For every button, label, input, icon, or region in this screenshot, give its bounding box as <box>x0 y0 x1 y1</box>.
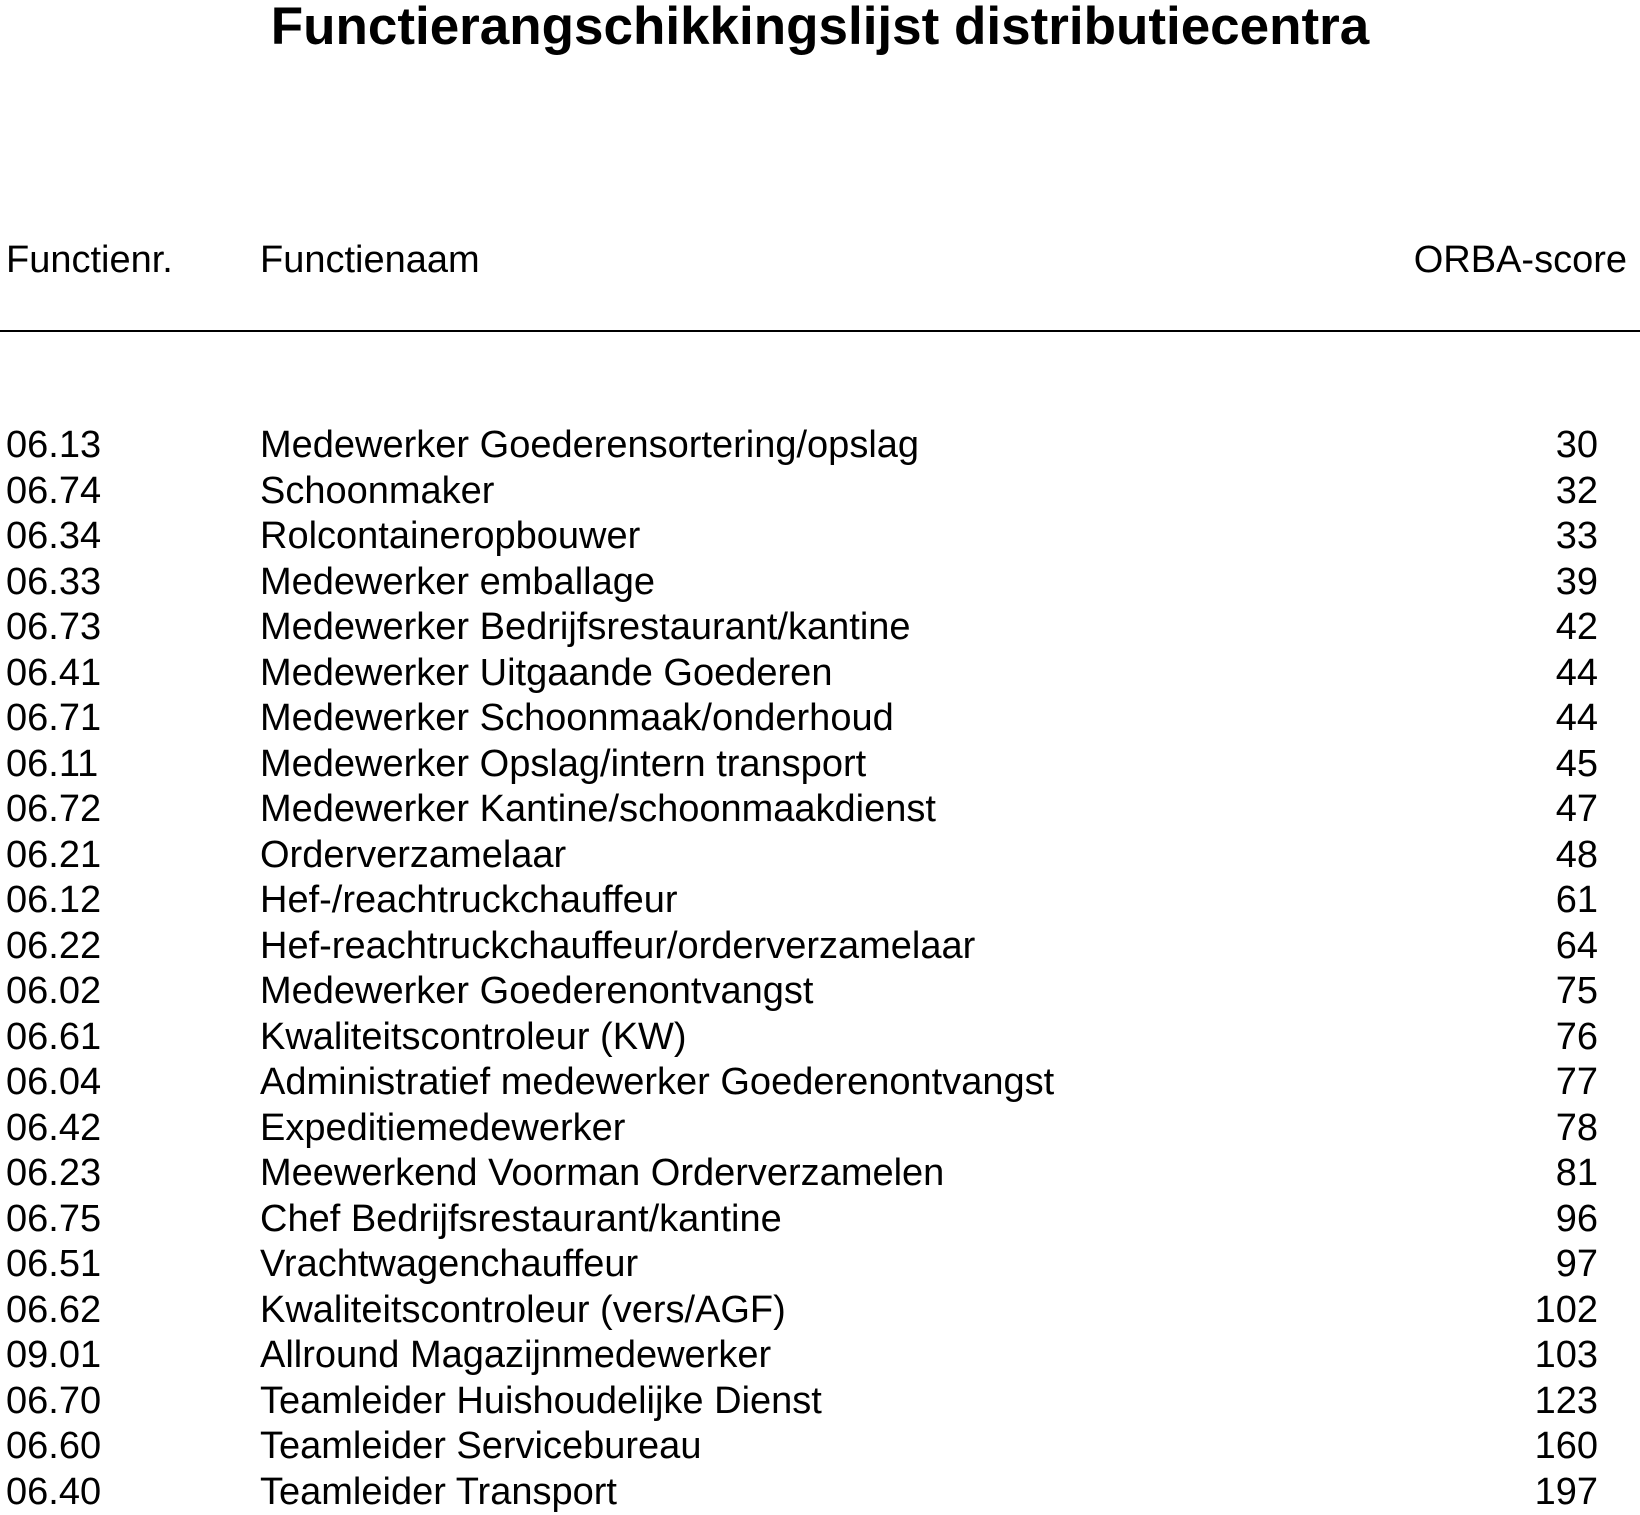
orba-score: 103 <box>1478 1333 1598 1379</box>
orba-score: 96 <box>1478 1197 1598 1243</box>
orba-score: 75 <box>1478 969 1598 1015</box>
table-row <box>0 924 1640 970</box>
table-header <box>0 238 1640 282</box>
function-number: 06.40 <box>6 1470 101 1515</box>
function-number: 06.21 <box>6 833 101 879</box>
function-number: 06.12 <box>6 878 101 924</box>
table-row <box>0 742 1640 788</box>
orba-score: 44 <box>1478 696 1598 742</box>
table-row <box>0 514 1640 560</box>
orba-score: 33 <box>1478 514 1598 560</box>
orba-score: 197 <box>1478 1470 1598 1515</box>
table-row <box>0 560 1640 606</box>
table-row <box>0 969 1640 1015</box>
orba-score: 48 <box>1478 833 1598 879</box>
function-name: Teamleider Huishoudelijke Dienst <box>260 1379 822 1425</box>
function-name: Expeditiemedewerker <box>260 1106 625 1152</box>
function-name: Kwaliteitscontroleur (vers/AGF) <box>260 1288 786 1334</box>
orba-score: 77 <box>1478 1060 1598 1106</box>
table-row <box>0 423 1640 469</box>
function-name: Medewerker Schoonmaak/onderhoud <box>260 696 894 742</box>
function-number: 06.41 <box>6 651 101 697</box>
function-number: 06.42 <box>6 1106 101 1152</box>
function-name: Schoonmaker <box>260 469 494 515</box>
column-header-number: Functienr. <box>6 238 173 282</box>
function-name: Kwaliteitscontroleur (KW) <box>260 1015 687 1061</box>
table-row <box>0 651 1640 697</box>
function-number: 09.01 <box>6 1333 101 1379</box>
function-name: Vrachtwagenchauffeur <box>260 1242 638 1288</box>
function-number: 06.11 <box>6 742 98 788</box>
column-header-score: ORBA-score <box>1414 238 1627 282</box>
table-row <box>0 605 1640 651</box>
table-row <box>0 1015 1640 1061</box>
function-name: Chef Bedrijfsrestaurant/kantine <box>260 1197 782 1243</box>
table-row <box>0 696 1640 742</box>
table-row <box>0 1151 1640 1197</box>
function-name: Orderverzamelaar <box>260 833 566 879</box>
function-number: 06.51 <box>6 1242 101 1288</box>
orba-score: 76 <box>1478 1015 1598 1061</box>
function-name: Medewerker emballage <box>260 560 655 606</box>
function-number: 06.73 <box>6 605 101 651</box>
table-row <box>0 469 1640 515</box>
orba-score: 97 <box>1478 1242 1598 1288</box>
orba-score: 102 <box>1478 1288 1598 1334</box>
table-row <box>0 1379 1640 1425</box>
function-number: 06.23 <box>6 1151 101 1197</box>
table-row <box>0 1470 1640 1515</box>
function-number: 06.61 <box>6 1015 101 1061</box>
table-row <box>0 1333 1640 1379</box>
orba-score: 39 <box>1478 560 1598 606</box>
function-name: Medewerker Goederensortering/opslag <box>260 423 919 469</box>
table-row <box>0 1424 1640 1470</box>
function-number: 06.33 <box>6 560 101 606</box>
function-number: 06.62 <box>6 1288 101 1334</box>
function-name: Medewerker Bedrijfsrestaurant/kantine <box>260 605 911 651</box>
orba-score: 45 <box>1478 742 1598 788</box>
orba-score: 64 <box>1478 924 1598 970</box>
function-number: 06.71 <box>6 696 101 742</box>
orba-score: 44 <box>1478 651 1598 697</box>
function-number: 06.60 <box>6 1424 101 1470</box>
function-number: 06.70 <box>6 1379 101 1425</box>
table-row <box>0 1242 1640 1288</box>
orba-score: 61 <box>1478 878 1598 924</box>
function-name: Allround Magazijnmedewerker <box>260 1333 771 1379</box>
page-title: Functierangschikkingslijst distributiecentra <box>0 0 1640 53</box>
function-number: 06.75 <box>6 1197 101 1243</box>
orba-score: 42 <box>1478 605 1598 651</box>
table-row <box>0 787 1640 833</box>
function-name: Medewerker Goederenontvangst <box>260 969 813 1015</box>
orba-score: 30 <box>1478 423 1598 469</box>
header-divider <box>0 330 1640 332</box>
orba-score: 123 <box>1478 1379 1598 1425</box>
function-name: Rolcontaineropbouwer <box>260 514 640 560</box>
function-number: 06.04 <box>6 1060 101 1106</box>
table-row <box>0 878 1640 924</box>
function-table <box>0 423 1640 1515</box>
function-name: Administratief medewerker Goederenontvangst <box>260 1060 1054 1106</box>
orba-score: 81 <box>1478 1151 1598 1197</box>
function-name: Medewerker Opslag/intern transport <box>260 742 866 788</box>
function-name: Medewerker Uitgaande Goederen <box>260 651 832 697</box>
function-name: Meewerkend Voorman Orderverzamelen <box>260 1151 944 1197</box>
function-number: 06.13 <box>6 423 101 469</box>
orba-score: 160 <box>1478 1424 1598 1470</box>
function-name: Hef-reachtruckchauffeur/orderverzamelaar <box>260 924 975 970</box>
column-header-name: Functienaam <box>260 238 480 282</box>
function-name: Hef-/reachtruckchauffeur <box>260 878 678 924</box>
function-number: 06.72 <box>6 787 101 833</box>
table-row <box>0 1197 1640 1243</box>
table-row <box>0 833 1640 879</box>
table-row <box>0 1288 1640 1334</box>
orba-score: 47 <box>1478 787 1598 833</box>
function-name: Medewerker Kantine/schoonmaakdienst <box>260 787 936 833</box>
function-number: 06.22 <box>6 924 101 970</box>
function-name: Teamleider Transport <box>260 1470 617 1515</box>
function-number: 06.74 <box>6 469 101 515</box>
function-name: Teamleider Servicebureau <box>260 1424 701 1470</box>
function-number: 06.02 <box>6 969 101 1015</box>
orba-score: 32 <box>1478 469 1598 515</box>
table-row <box>0 1106 1640 1152</box>
table-row <box>0 1060 1640 1106</box>
orba-score: 78 <box>1478 1106 1598 1152</box>
function-number: 06.34 <box>6 514 101 560</box>
